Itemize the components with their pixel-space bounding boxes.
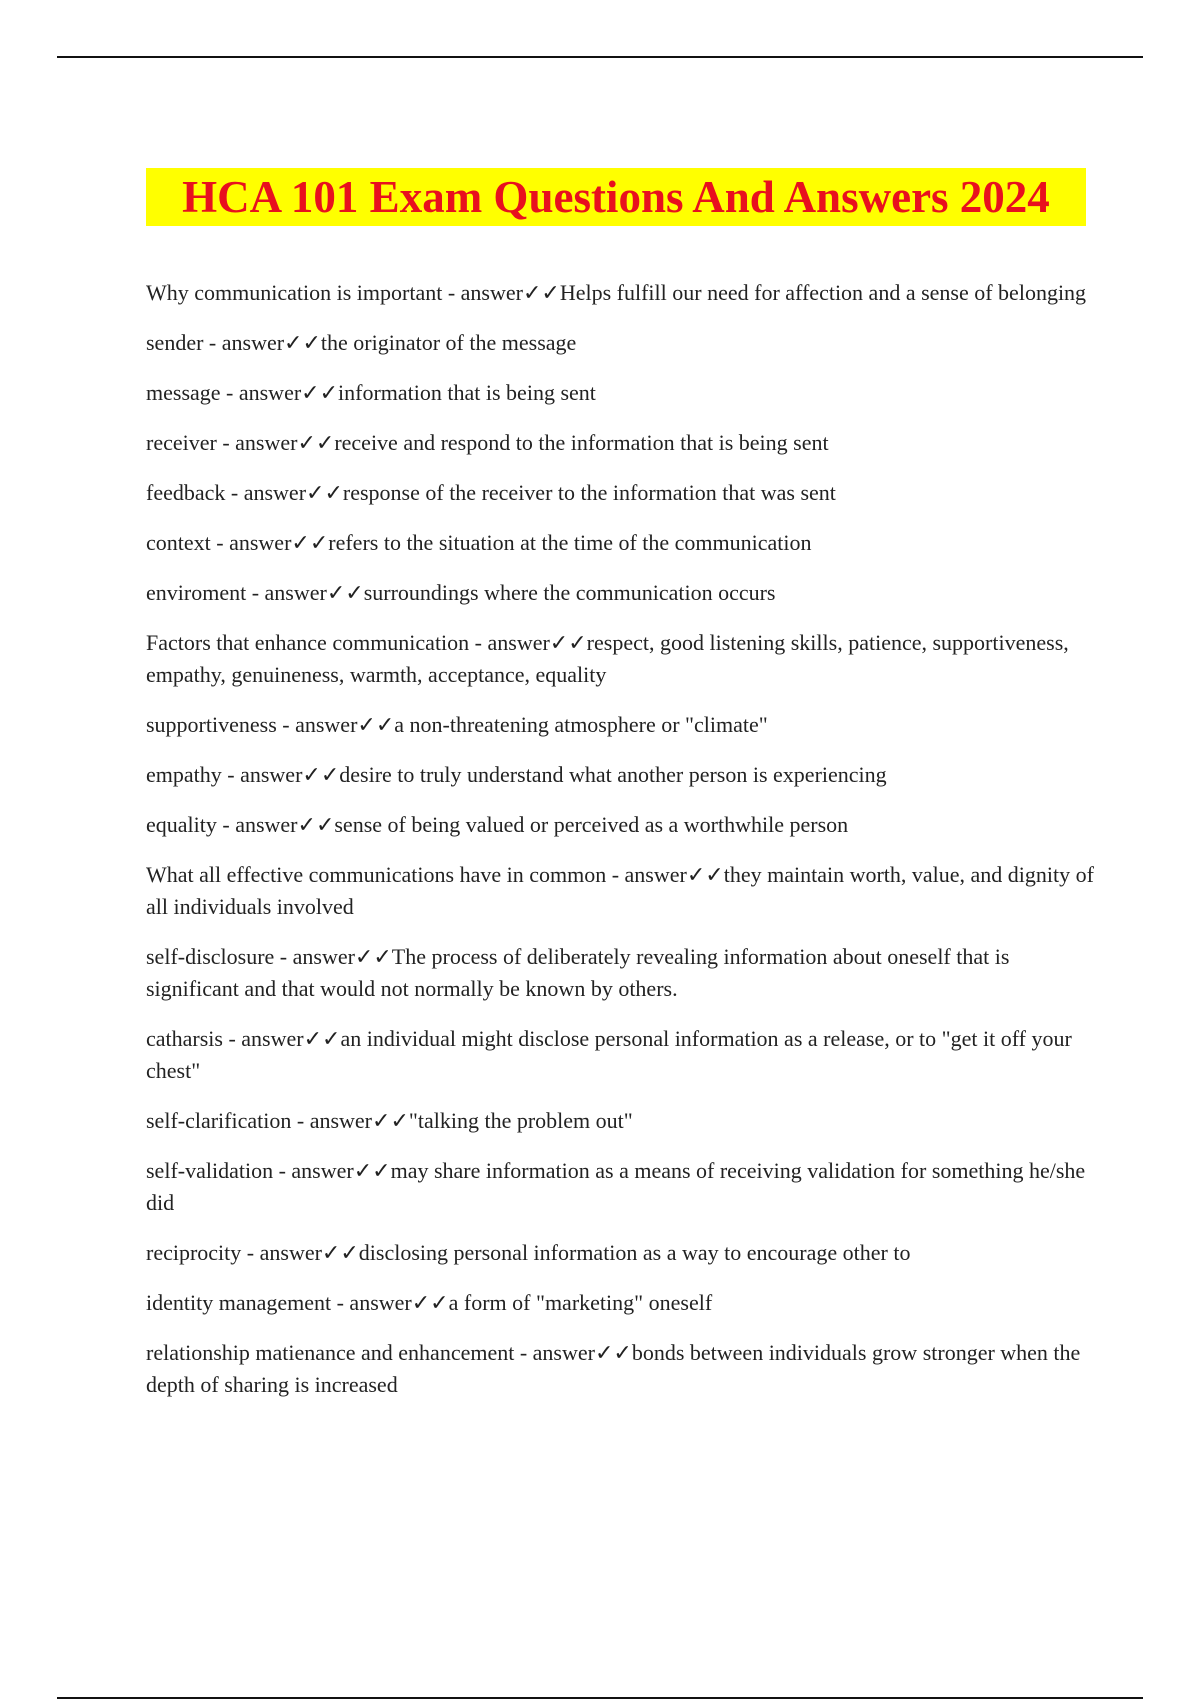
qa-separator: - answer✓✓ bbox=[606, 862, 724, 887]
qa-definition: Helps fulfill our need for affection and a sense of belonging bbox=[559, 280, 1087, 305]
qa-item bbox=[146, 327, 1096, 359]
qa-item bbox=[146, 527, 1096, 559]
qa-definition: bonds between individuals grow stronger when the depth of sharing is increased bbox=[146, 1340, 1081, 1397]
qa-term: Why communication is important bbox=[146, 280, 443, 305]
page-title: HCA 101 Exam Questions And Answers 2024 bbox=[182, 172, 1050, 222]
qa-term: What all effective communications have in common bbox=[146, 862, 607, 887]
qa-separator: - answer✓✓ bbox=[246, 580, 364, 605]
qa-definition: a form of "marketing" oneself bbox=[448, 1290, 713, 1315]
qa-item bbox=[146, 759, 1096, 791]
qa-term: receiver bbox=[146, 430, 217, 455]
qa-term: relationship matienance and enhancement bbox=[146, 1340, 515, 1365]
qa-separator: - answer✓✓ bbox=[216, 430, 335, 455]
qa-term: equality bbox=[146, 812, 217, 837]
qa-separator: - answer✓✓ bbox=[274, 944, 392, 969]
qa-separator: - answer✓✓ bbox=[216, 812, 335, 837]
qa-term: supportiveness bbox=[146, 712, 277, 737]
qa-definition: the originator of the message bbox=[320, 330, 577, 355]
qa-separator: - answer✓✓ bbox=[210, 530, 329, 555]
qa-separator: - answer✓✓ bbox=[225, 480, 343, 505]
qa-definition: sense of being valued or perceived as a worthwhile person bbox=[334, 812, 849, 837]
qa-term: self-clarification bbox=[146, 1108, 292, 1133]
header-rule bbox=[57, 56, 1143, 58]
qa-term: empathy bbox=[146, 762, 222, 787]
qa-item bbox=[146, 377, 1096, 409]
footer-rule bbox=[57, 1697, 1143, 1699]
qa-separator: - answer✓✓ bbox=[220, 380, 339, 405]
qa-item bbox=[146, 859, 1096, 923]
qa-separator: - answer✓✓ bbox=[442, 280, 560, 305]
qa-item bbox=[146, 1023, 1096, 1087]
qa-definition: The process of deliberately revealing information about oneself that is significant and that would not normally be known by others. bbox=[146, 944, 1010, 1001]
qa-item bbox=[146, 941, 1096, 1005]
qa-definition: they maintain worth, value, and dignity of all individuals involved bbox=[146, 862, 1094, 919]
qa-definition: may share information as a means of receiving validation for something he/she did bbox=[146, 1158, 1086, 1215]
qa-separator: - answer✓✓ bbox=[203, 330, 321, 355]
qa-item bbox=[146, 477, 1096, 509]
qa-definition: respect, good listening skills, patience, supportiveness, empathy, genuineness, warmth, acceptance, equality bbox=[146, 630, 1069, 687]
qa-definition: response of the receiver to the information that was sent bbox=[342, 480, 836, 505]
qa-definition: refers to the situation at the time of the communication bbox=[328, 530, 812, 555]
qa-term: message bbox=[146, 380, 221, 405]
qa-term: Factors that enhance communication bbox=[146, 630, 470, 655]
qa-item bbox=[146, 627, 1096, 691]
qa-definition: disclosing personal information as a way to encourage other to bbox=[358, 1240, 911, 1265]
qa-separator: - answer✓✓ bbox=[331, 1290, 449, 1315]
qa-term: feedback bbox=[146, 480, 226, 505]
qa-term: context bbox=[146, 530, 211, 555]
qa-item bbox=[146, 1155, 1096, 1219]
qa-term: reciprocity bbox=[146, 1240, 242, 1265]
qa-separator: - answer✓✓ bbox=[222, 1026, 341, 1051]
qa-separator: - answer✓✓ bbox=[276, 712, 395, 737]
qa-term: self-validation bbox=[146, 1158, 274, 1183]
qa-item bbox=[146, 577, 1096, 609]
qa-separator: - answer✓✓ bbox=[241, 1240, 359, 1265]
qa-separator: - answer✓✓ bbox=[291, 1108, 409, 1133]
qa-separator: - answer✓✓ bbox=[221, 762, 340, 787]
qa-item bbox=[146, 1237, 1096, 1269]
qa-item bbox=[146, 1287, 1096, 1319]
qa-item bbox=[146, 709, 1096, 741]
qa-item bbox=[146, 809, 1096, 841]
qa-definition: information that is being sent bbox=[338, 380, 596, 405]
qa-item bbox=[146, 1105, 1096, 1137]
qa-definition: an individual might disclose personal information as a release, or to "get it off your chest" bbox=[146, 1026, 1072, 1083]
qa-term: self-disclosure bbox=[146, 944, 275, 969]
qa-item bbox=[146, 427, 1096, 459]
qa-term: sender bbox=[146, 330, 204, 355]
qa-definition: desire to truly understand what another person is experiencing bbox=[339, 762, 887, 787]
qa-item bbox=[146, 1337, 1096, 1401]
qa-definition: surroundings where the communication occurs bbox=[363, 580, 776, 605]
qa-item bbox=[146, 277, 1096, 309]
qa-term: enviroment bbox=[146, 580, 247, 605]
qa-definition: "talking the problem out" bbox=[408, 1108, 633, 1133]
qa-separator: - answer✓✓ bbox=[273, 1158, 391, 1183]
qa-definition: receive and respond to the information that is being sent bbox=[334, 430, 829, 455]
qa-list bbox=[146, 277, 1096, 1419]
qa-separator: - answer✓✓ bbox=[514, 1340, 632, 1365]
qa-term: identity management bbox=[146, 1290, 332, 1315]
qa-separator: - answer✓✓ bbox=[469, 630, 587, 655]
qa-definition: a non-threatening atmosphere or "climate" bbox=[394, 712, 768, 737]
title-highlight bbox=[146, 168, 1086, 226]
qa-term: catharsis bbox=[146, 1026, 223, 1051]
